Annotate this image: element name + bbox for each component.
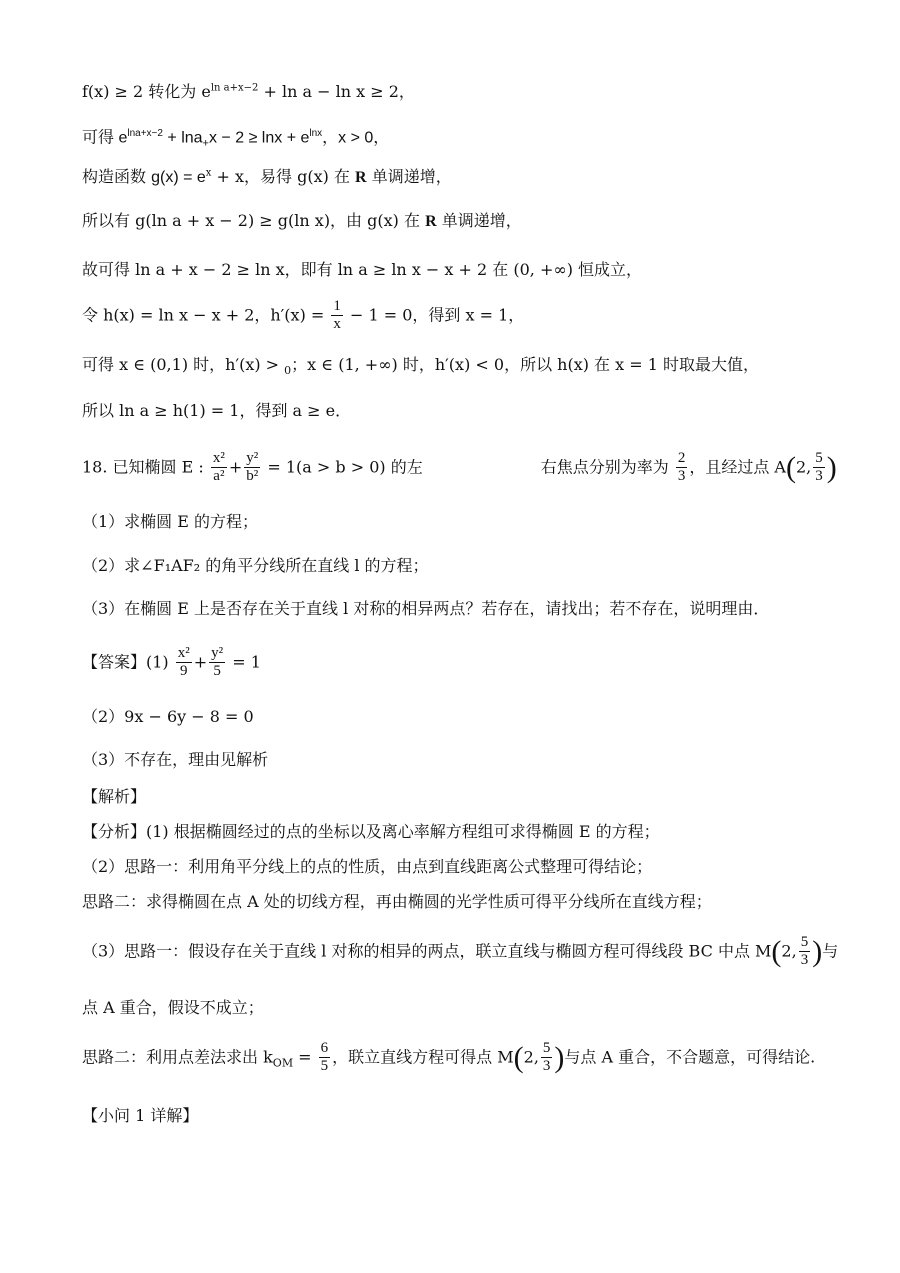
text: 所以有 g(ln a + x − 2) ≥ g(ln x)，由 g(x) 在 <box>82 211 426 230</box>
text: （3）在椭圆 E 上是否存在关于直线 l 对称的相异两点？若存在，请找出；若不存在，说明理由． <box>82 599 770 618</box>
exponent: ln a+x−2 <box>210 82 259 94</box>
text: 单调递增， <box>436 211 522 230</box>
text: 0 <box>284 364 292 378</box>
text: （3）思路一：假设存在关于直线 l 对称的相异的两点，联立直线与椭圆方程可得线段 BC 中点 M <box>82 941 772 961</box>
derivation-line-1 <box>82 82 415 101</box>
text: 故可得 ln a + x − 2 ≥ ln x，即有 ln a ≥ ln x − x + 2 在 (0, +∞) 恒成立， <box>82 260 643 279</box>
text: 2, <box>781 941 797 961</box>
text: ；x ∈ (1, +∞) 时，h′(x) < 0，所以 h(x) 在 x = 1 时取最大值， <box>291 355 760 374</box>
analysis-3 <box>82 892 712 911</box>
text: 可得 x ∈ (0,1) 时，h′(x) > <box>82 355 285 374</box>
exponent: lnx <box>309 128 323 139</box>
text: g(x) = e <box>151 169 206 186</box>
text: 令 h(x) = ln x − x + 2，h′(x) = <box>82 305 330 325</box>
text: 与 <box>822 941 839 961</box>
analysis-6: 思路二：利用点差法求出 $k_{OM}$ = $\frac{6}{5}$ ，联立直线方程可得点 M(2, $\frac{5}{3}$ )与点 A 重合，不合题意，可得结论. <box>82 1040 816 1075</box>
set-R: R <box>355 169 367 186</box>
derivation-line-2 <box>82 128 389 151</box>
text: − 1 = 0，得到 x = 1， <box>344 305 525 325</box>
answer-3 <box>82 750 268 769</box>
text: + lna <box>162 129 203 147</box>
text: （2）思路一：利用角平分线上的点的性质，由点到直线距离公式整理可得结论； <box>82 857 653 876</box>
subquestion-1-heading <box>82 1106 198 1125</box>
text: 【解析】 <box>82 787 147 806</box>
derivation-line-6 <box>82 298 524 334</box>
text: 单调递增， <box>366 167 452 186</box>
exponent: x <box>205 167 212 179</box>
text: 构造函数 <box>82 167 152 186</box>
fraction: $\frac{5}{3}$ <box>800 934 809 969</box>
derivation-line-4 <box>82 211 522 231</box>
part-1 <box>82 512 258 531</box>
text: ，x > 0， <box>322 129 390 147</box>
text: （2）9x − 6y − 8 = 0 <box>82 707 254 726</box>
text: ，且经过点 A <box>689 457 786 477</box>
fraction: $\frac{2}{3}$ <box>677 450 686 485</box>
text: （1）求椭圆 E 的方程； <box>82 512 259 531</box>
fraction: $\frac{\text{y²}}{\text{b²}}$ <box>246 450 259 485</box>
text: （2）求∠F₁AF₂ 的角平分线所在直线 l 的方程； <box>82 556 429 575</box>
text: 可得 e <box>82 129 128 147</box>
text: ，联立直线方程可得点 M <box>332 1047 514 1067</box>
text: f(x) ≥ 2 转化为 e <box>82 82 211 101</box>
fraction: $\frac{5}{3}$ <box>542 1040 551 1075</box>
text: 点 A 重合，假设不成立； <box>82 998 264 1017</box>
text: x − 2 ≥ lnx + e <box>208 129 310 147</box>
text: 2, <box>523 1047 539 1067</box>
analysis-4: （3）思路一：假设存在关于直线 l 对称的相异的两点，联立直线与椭圆方程可得线段 BC 中点 M(2, $\frac{5}{3}$ )与 <box>82 934 839 969</box>
derivation-line-8 <box>82 401 351 420</box>
analysis-heading <box>82 787 146 806</box>
analysis-1 <box>82 822 660 841</box>
derivation-line-5 <box>82 260 642 279</box>
derivation-line-3 <box>82 167 452 187</box>
exponent: lna+x−2 <box>127 128 163 139</box>
fraction: $\frac{\text{x²}}{\text{a²}}$ <box>212 450 225 485</box>
text: 思路二：利用点差法求出 k <box>82 1047 273 1067</box>
set-R: R <box>425 213 437 230</box>
fraction: $\frac{6}{5}$ <box>320 1040 329 1075</box>
text: 所以 ln a ≥ h(1) = 1，得到 a ≥ e． <box>82 401 352 420</box>
text: = <box>293 1047 317 1067</box>
fraction: $\frac{\text{y²}}{5}$ <box>211 645 224 680</box>
fraction: $\frac{1}{x}$ <box>333 298 341 333</box>
text: （3）不存在，理由见解析 <box>82 750 269 769</box>
text: 右焦点分别为 <box>540 457 637 477</box>
analysis-2 <box>82 857 652 876</box>
text: 【分析】(1) 根据椭圆经过的点的坐标以及离心率解方程组可求得椭圆 E 的方程； <box>82 822 660 841</box>
text: 【答案】(1) <box>82 652 174 672</box>
text: 与点 A 重合，不合题意，可得结论. <box>564 1047 816 1067</box>
text: 2, <box>796 457 812 477</box>
fraction: $\frac{\text{x²}}{9}$ <box>177 645 190 680</box>
text: = 1(a > b > 0) 的左 <box>262 457 423 477</box>
derivation-line-7 <box>82 355 759 377</box>
text: 率为 <box>636 457 674 477</box>
part-2 <box>82 556 429 575</box>
answer-1: 【答案】(1) $\frac{\text{x²}}{9}$ + $\frac{\text{y²}}{5}$ = 1 <box>82 645 261 680</box>
part-3 <box>82 599 769 618</box>
text: + x，易得 g(x) 在 <box>211 167 356 186</box>
text: 18. 已知椭圆 E : <box>82 457 209 477</box>
question-18: 18. 已知椭圆 E : $\frac{\text{x²}}{\text{a²}}$ + $\frac{\text{y²}}{\text{b²}}$ = 1(a > b > 0) 的左 右焦点分别为率为 $\frac{2}{3}$ ，且经过点 A(2, $\frac{5}{3}$ ) <box>82 450 837 485</box>
analysis-5 <box>82 998 264 1017</box>
text: + ln a − ln x ≥ 2， <box>258 82 415 101</box>
fraction: $\frac{5}{3}$ <box>815 450 823 485</box>
text: 【小问 1 详解】 <box>82 1106 199 1125</box>
answer-2 <box>82 707 254 726</box>
text: 思路二：求得椭圆在点 A 处的切线方程，再由椭圆的光学性质可得平分线所在直线方程； <box>82 892 712 911</box>
subscript: OM <box>272 1056 294 1070</box>
text: + <box>202 137 209 150</box>
text: = 1 <box>227 652 261 672</box>
